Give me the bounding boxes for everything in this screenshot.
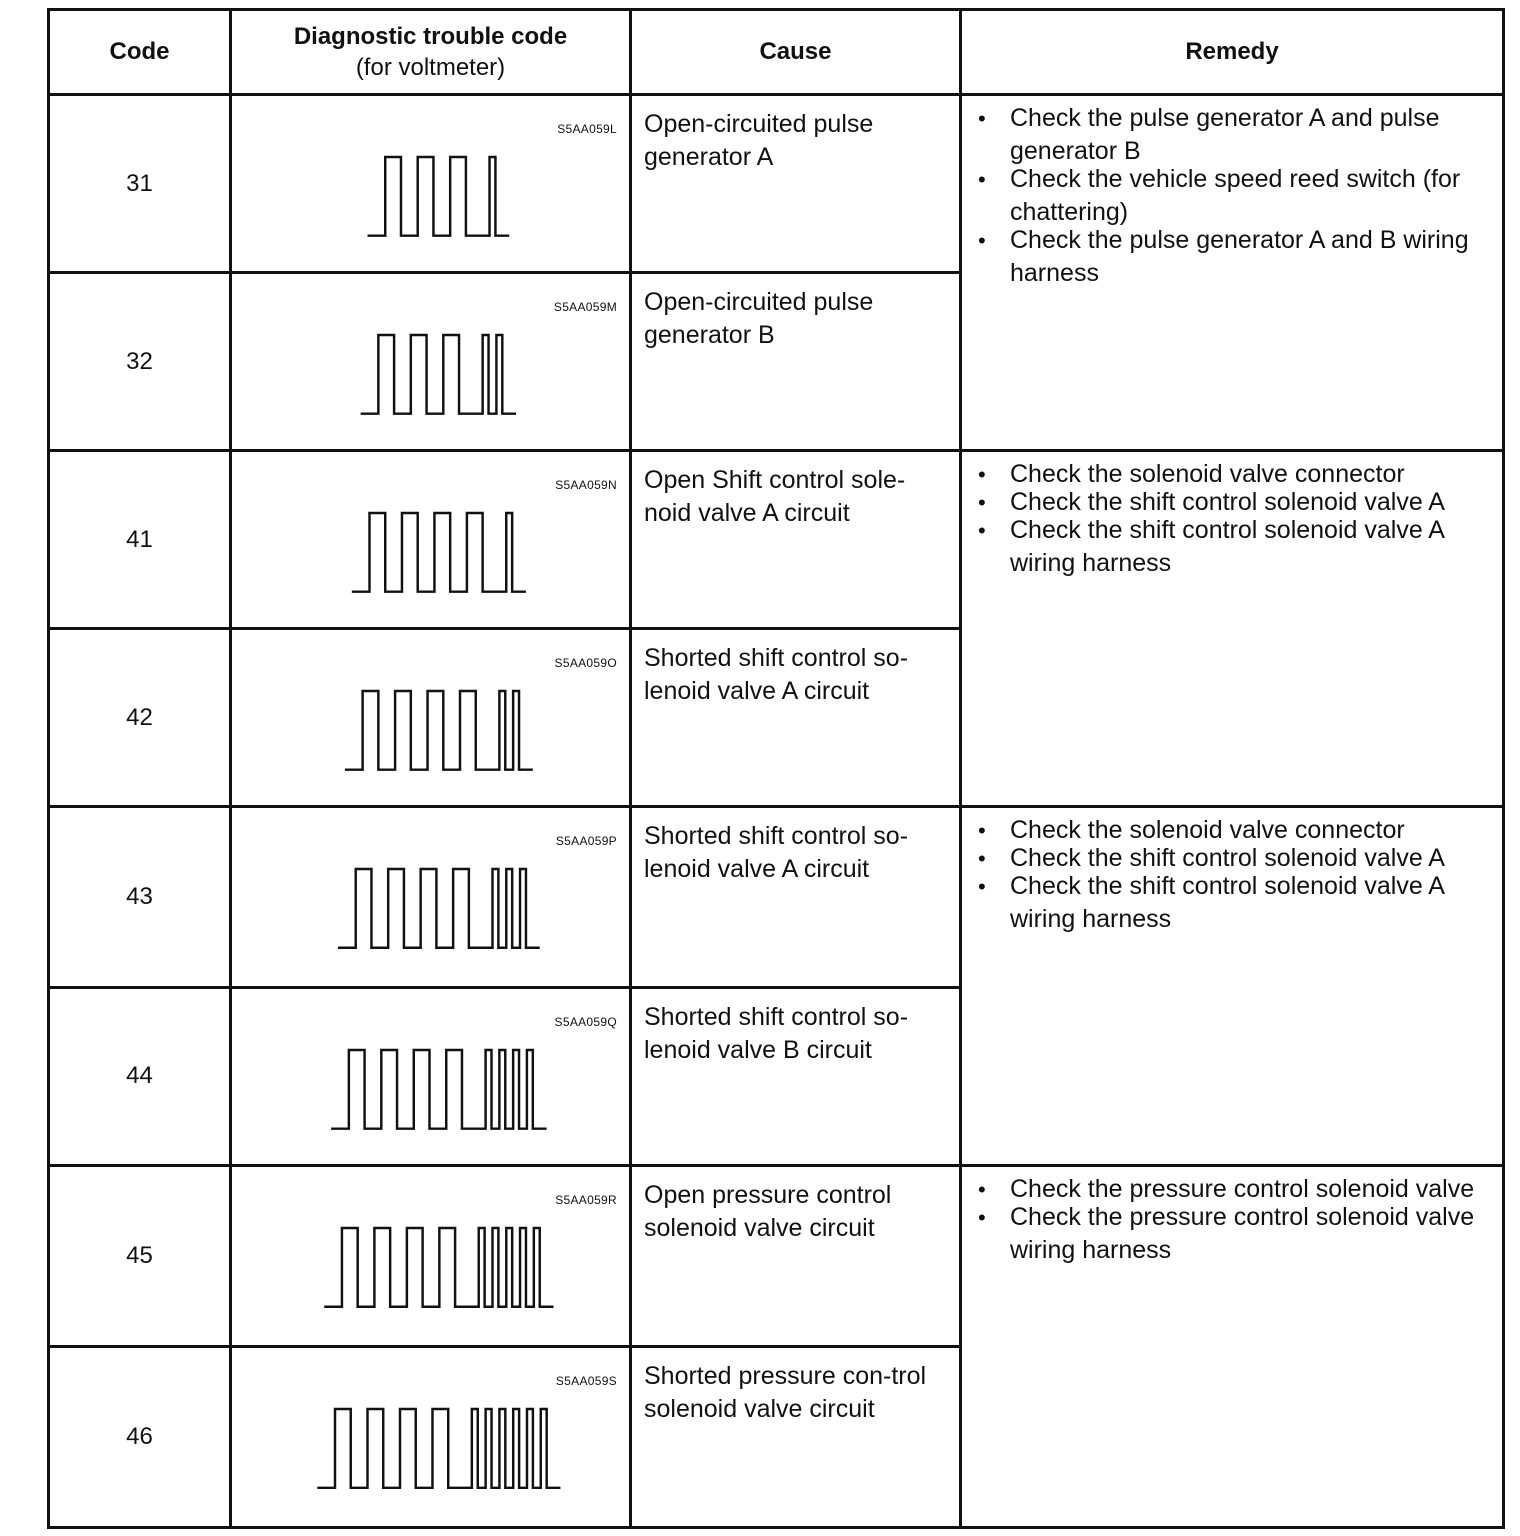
waveform-line xyxy=(338,869,540,948)
waveform-line xyxy=(324,1228,553,1307)
figure-id: S5AA059P xyxy=(555,834,617,849)
remedy-text: Check the pressure control solenoid valve wiring harness xyxy=(1010,1202,1475,1264)
waveform-cell xyxy=(231,1346,631,1527)
table-body xyxy=(49,95,1504,1528)
header-cause: Cause xyxy=(631,10,961,95)
voltmeter-waveform xyxy=(232,1348,629,1526)
bullet-icon: • xyxy=(978,1204,986,1230)
bullet-icon: • xyxy=(978,490,986,516)
bullet-icon: • xyxy=(978,518,986,544)
cause-cell: Open-circuited pulse generator B xyxy=(631,273,961,451)
remedy-item xyxy=(972,102,1492,168)
bullet-icon: • xyxy=(978,846,986,872)
waveform-cell xyxy=(231,987,631,1165)
header-row xyxy=(49,10,1504,95)
code-cell: 32 xyxy=(49,273,231,451)
waveform-cell xyxy=(231,807,631,987)
code-cell: 42 xyxy=(49,629,231,807)
waveform-line xyxy=(331,1050,546,1129)
remedy-item xyxy=(972,163,1492,229)
voltmeter-waveform xyxy=(232,1167,629,1345)
code-cell: 45 xyxy=(49,1165,231,1346)
remedy-list xyxy=(972,1173,1492,1267)
bullet-icon: • xyxy=(978,462,986,488)
bullet-icon: • xyxy=(978,874,986,900)
voltmeter-waveform xyxy=(232,96,629,271)
bullet-icon: • xyxy=(978,106,986,131)
remedy-cell xyxy=(961,95,1504,451)
waveform-line xyxy=(361,335,516,414)
code-cell: 43 xyxy=(49,807,231,987)
figure-id: S5AA059S xyxy=(555,1373,617,1388)
remedy-text: Check the pulse generator A and B wiring harness xyxy=(1010,226,1469,287)
remedy-item xyxy=(972,224,1492,290)
remedy-text: Check the shift control solenoid valve A xyxy=(1010,488,1445,517)
figure-id: S5AA059R xyxy=(555,1192,617,1207)
figure-id: S5AA059O xyxy=(554,656,617,671)
code-cell: 31 xyxy=(49,95,231,273)
remedy-list xyxy=(972,102,1492,290)
cause-cell: Open-circuited pulse generator A xyxy=(631,95,961,273)
remedy-text: Check the shift control solenoid valve A wiring harness xyxy=(1010,872,1444,934)
remedy-text: Check the solenoid valve connector xyxy=(1010,460,1405,489)
waveform-line xyxy=(345,691,533,770)
cause-cell: Open pressure control solenoid valve circuit xyxy=(631,1165,961,1346)
bullet-icon: • xyxy=(978,1176,986,1202)
table-row xyxy=(49,451,1504,629)
cause-cell: Shorted shift control so-lenoid valve A circuit xyxy=(631,807,961,987)
code-cell: 41 xyxy=(49,451,231,629)
remedy-cell xyxy=(961,451,1504,807)
voltmeter-waveform xyxy=(232,630,629,805)
figure-id: S5AA059L xyxy=(557,122,617,136)
header-dtc-title: Diagnostic trouble code xyxy=(293,22,568,50)
header-dtc-subtitle: (for voltmeter) xyxy=(355,54,506,81)
dtc-table xyxy=(47,8,1505,1529)
remedy-cell xyxy=(961,807,1504,1165)
waveform-line xyxy=(352,513,526,592)
remedy-text: Check the vehicle speed reed switch (for chattering) xyxy=(1010,165,1461,226)
header-code: Code xyxy=(49,10,231,95)
waveform-cell xyxy=(231,451,631,629)
waveform-cell xyxy=(231,95,631,273)
voltmeter-waveform xyxy=(232,989,629,1164)
table-row xyxy=(49,1165,1504,1346)
code-cell: 46 xyxy=(49,1346,231,1527)
cause-cell: Shorted shift control so-lenoid valve B circuit xyxy=(631,987,961,1165)
voltmeter-waveform xyxy=(232,274,629,449)
table-row xyxy=(49,95,1504,273)
remedy-list xyxy=(972,458,1492,580)
voltmeter-waveform xyxy=(232,808,629,985)
waveform-line xyxy=(317,1409,560,1488)
remedy-text: Check the shift control solenoid valve A wiring harness xyxy=(1010,516,1444,578)
remedy-item xyxy=(972,1201,1492,1267)
remedy-text: Check the pulse generator A and pulse generator B xyxy=(1010,104,1440,165)
voltmeter-waveform xyxy=(232,452,629,627)
table-row xyxy=(49,807,1504,987)
remedy-text: Check the pressure control solenoid valve xyxy=(1010,1174,1475,1203)
cause-cell: Shorted pressure con-trol solenoid valve circuit xyxy=(631,1346,961,1527)
code-cell: 44 xyxy=(49,987,231,1165)
waveform-cell xyxy=(231,1165,631,1346)
figure-id: S5AA059Q xyxy=(554,1014,617,1029)
header-remedy: Remedy xyxy=(961,10,1504,95)
remedy-cell xyxy=(961,1165,1504,1527)
remedy-list xyxy=(972,814,1492,936)
remedy-item xyxy=(972,870,1492,936)
cause-cell: Shorted shift control so-lenoid valve A circuit xyxy=(631,629,961,807)
waveform-line xyxy=(368,157,510,236)
header-dtc xyxy=(231,10,631,95)
bullet-icon: • xyxy=(978,228,986,253)
figure-id: S5AA059M xyxy=(553,300,617,315)
remedy-text: Check the shift control solenoid valve A xyxy=(1010,844,1445,873)
waveform-cell xyxy=(231,629,631,807)
waveform-cell xyxy=(231,273,631,451)
bullet-icon: • xyxy=(978,818,986,844)
remedy-item xyxy=(972,514,1492,580)
cause-cell: Open Shift control sole-noid valve A circuit xyxy=(631,451,961,629)
bullet-icon: • xyxy=(978,167,986,192)
remedy-text: Check the solenoid valve connector xyxy=(1010,816,1405,845)
figure-id: S5AA059N xyxy=(555,478,617,493)
